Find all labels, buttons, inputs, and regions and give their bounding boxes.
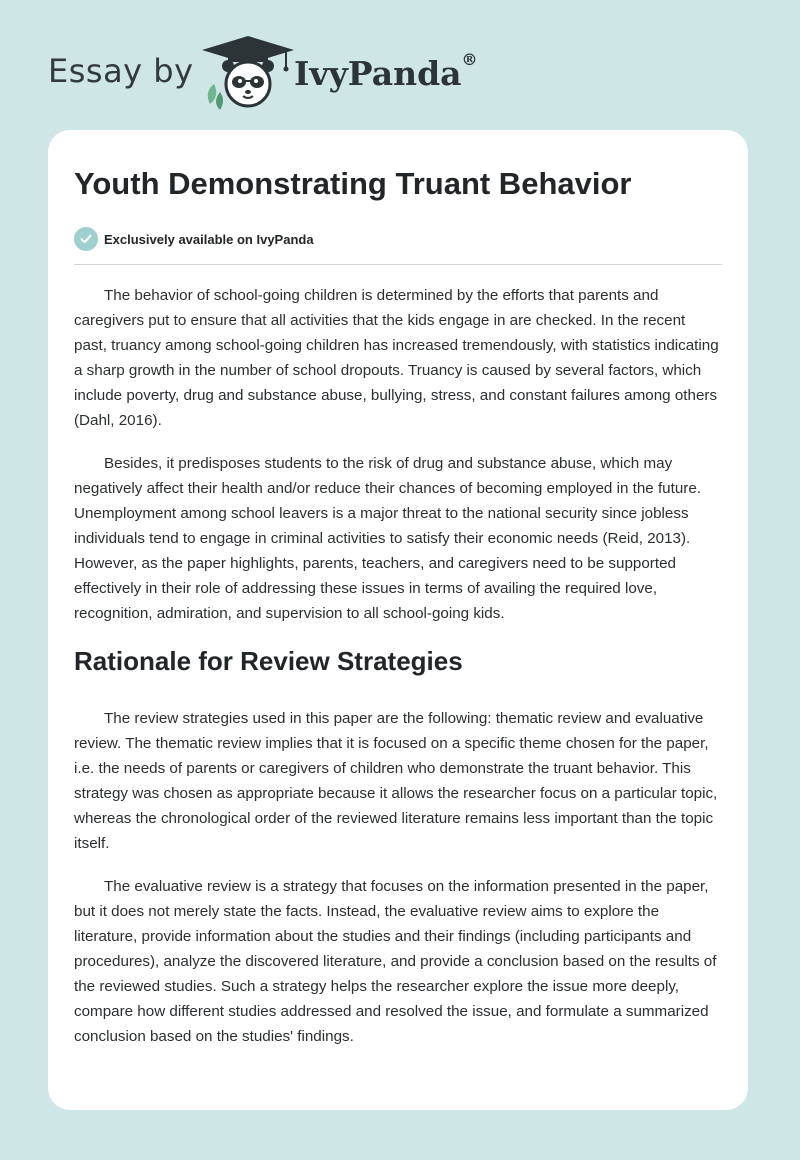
brand-registered-mark: ® (461, 50, 478, 69)
essay-card (48, 130, 748, 1110)
site-header (0, 0, 800, 120)
brand-prefix: Essay by (48, 52, 194, 90)
essay-title: Youth Demonstrating Truant Behavior (74, 166, 632, 201)
check-circle-icon (74, 227, 98, 251)
brand-name-text: IvyPanda (294, 54, 462, 93)
panda-graduate-icon[interactable] (200, 34, 296, 110)
paragraph-section-1: The review strategies used in this paper are the following: thematic review and evaluative review. The thematic review implies that it is focused on a specific theme chosen for the paper, i.e. the needs of parents or caregivers of children who demonstrate the truant behavior. This strategy was chosen as appropriate because it allows the researcher focus on a particular topic, whereas the chronological order of the reviewed literature remains less important than the topic itself. (74, 710, 718, 852)
brand-name[interactable] (294, 50, 478, 93)
exclusive-notice (74, 226, 722, 252)
paragraph-section-2: The evaluative review is a strategy that focuses on the information presented in the paper, but it does not merely state the facts. Instead, the evaluative review aims to explore the literature, provide information about the studies and their findings (including participants and procedures), analyze the discovered literature, and provide a conclusion based on the results of the reviewed studies. Such a strategy helps the researcher explore the issue more deeply, compare how different studies addressed and resolved the issue, and formulate a summarized conclusion based on the studies' findings. (74, 878, 717, 1045)
divider (74, 264, 722, 265)
paragraph-intro-2: Besides, it predisposes students to the risk of drug and substance abuse, which may negatively affect their health and/or reduce their chances of becoming employed in the future. Unemployment among school leavers is a major threat to the national security since jobless individuals tend to engage in criminal activities to satisfy their economic needs (Reid, 2013). However, as the paper highlights, parents, teachers, and caregivers need to be supported effectively in their role of addressing these issues in terms of availing the required love, recognition, admiration, and supervision to all school-going kids. (74, 455, 702, 622)
exclusive-label: Exclusively available on IvyPanda (104, 231, 314, 247)
paragraph-intro-1: The behavior of school-going children is determined by the efforts that parents and caregivers put to ensure that all activities that the kids engage in are checked. In the recent past, truancy among school-going children has increased tremendously, with statistics indicating a sharp growth in the number of school dropouts. Truancy is caused by several factors, which include poverty, drug and substance abuse, bullying, stress, and constant failures among others (Dahl, 2016). (74, 287, 719, 429)
section-heading: Rationale for Review Strategies (74, 646, 463, 676)
